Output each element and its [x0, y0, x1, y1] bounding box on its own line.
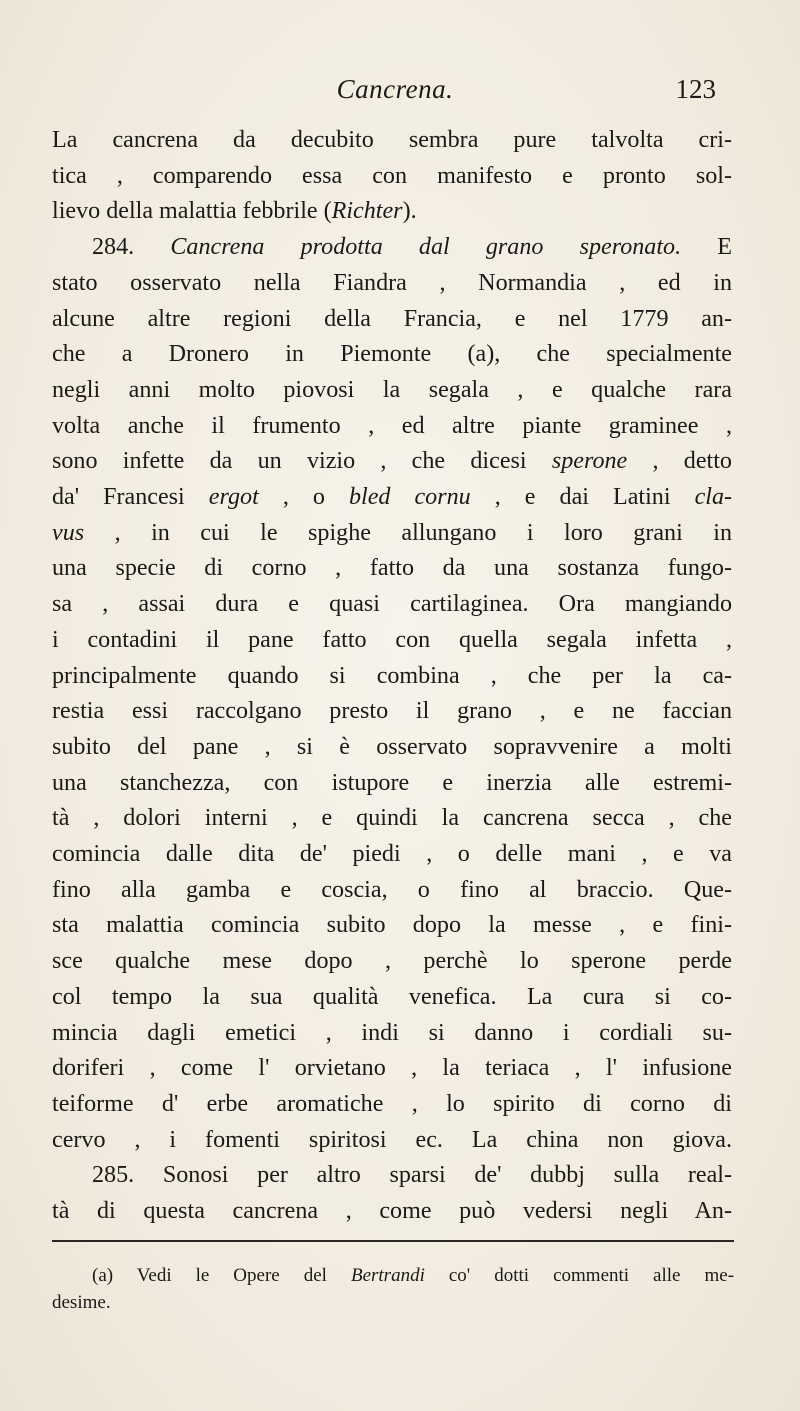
text-fragment: sono infette da un vizio , che dicesi: [52, 448, 527, 475]
term-ergot: ergot: [208, 484, 259, 511]
text-fragment: E: [717, 234, 732, 261]
section-title: Cancrena prodotta dal grano speronato.: [170, 234, 682, 261]
text-fragment: co' dotti commenti alle me-: [448, 1265, 735, 1286]
text-line: comincia dalle dita de' piedi , o delle mani , e va: [52, 841, 732, 868]
text-line: mincia dagli emetici , indi si danno i cordiali su-: [52, 1019, 732, 1046]
footnote-line: [52, 1262, 734, 1289]
text-line: fino alla gamba e coscia, o fino al braccio. Que-: [52, 876, 732, 903]
text-line: i contadini il pane fatto con quella segala infetta ,: [52, 626, 732, 653]
citation-richter: Richter: [331, 198, 403, 225]
text-fragment: da' Francesi: [52, 484, 185, 511]
section-number: 285.: [92, 1162, 135, 1189]
term-clavus-end: vus: [52, 519, 85, 546]
text-fragment: , detto: [652, 448, 732, 475]
text-line: La cancrena da decubito sembra pure talvolta cri-: [52, 127, 732, 153]
section-heading-284: [52, 230, 732, 266]
footnote-author: Bertrandi: [350, 1265, 425, 1286]
footnote-divider: [52, 1240, 734, 1242]
text-line: una specie di corno , fatto da una sostanza fungo-: [52, 555, 732, 582]
text-line: volta anche il frumento , ed altre piante graminee ,: [52, 412, 732, 439]
term-sperone: sperone: [551, 448, 628, 475]
footnote: [52, 1262, 734, 1316]
text-line: subito del pane , si è osservato sopravvenire a molti: [52, 733, 732, 760]
text-line: [52, 480, 732, 516]
footnote-line: desime.: [52, 1292, 111, 1313]
section-number: 284.: [92, 234, 135, 261]
text-line: [52, 194, 732, 230]
text-line: tà di questa cancrena , come può vedersi negli An-: [52, 1198, 732, 1225]
running-title: Cancrena.: [336, 74, 454, 104]
text-line: negli anni molto piovosi la segala , e qualche rara: [52, 376, 732, 403]
text-fragment: lievo della malattia febbrile (: [52, 198, 332, 225]
text-line: [52, 516, 732, 552]
text-line: tica , comparendo essa con manifesto e pronto sol-: [52, 162, 732, 189]
text-line: stato osservato nella Fiandra , Normandia , ed in: [52, 269, 732, 296]
text-fragment: , e dai Latini: [494, 484, 671, 511]
text-fragment: ).: [402, 198, 417, 225]
text-line: una stanchezza, con istupore e inerzia alle estremi-: [52, 769, 732, 796]
running-head: [70, 74, 720, 114]
text-line: doriferi , come l' orvietano , la teriaca , l' infusione: [52, 1055, 732, 1082]
text-line: teiforme d' erbe aromatiche , lo spirito di corno di: [52, 1090, 732, 1117]
text-line: tà , dolori interni , e quindi la cancrena secca , che: [52, 805, 732, 832]
text-line: sa , assai dura e quasi cartilaginea. Ora mangiando: [52, 591, 732, 618]
term-bled-cornu: bled cornu: [348, 484, 471, 511]
text-fragment: Sonosi per altro sparsi de' dubbj sulla real-: [162, 1162, 732, 1189]
text-line: cervo , i fomenti spiritosi ec. La china non giova.: [52, 1126, 732, 1153]
text-fragment: Vedi le Opere del: [136, 1265, 327, 1286]
text-line: che a Dronero in Piemonte (a), che specialmente: [52, 341, 732, 368]
term-clavus-start: cla-: [694, 484, 733, 511]
text-line: col tempo la sua qualità venefica. La cura si co-: [52, 983, 732, 1010]
footnote-marker: (a): [92, 1265, 114, 1286]
text-line: restia essi raccolgano presto il grano , e ne faccian: [52, 698, 732, 725]
text-line: alcune altre regioni della Francia, e nel 1779 an-: [52, 305, 732, 332]
text-line: sce qualche mese dopo , perchè lo sperone perde: [52, 948, 732, 975]
text-fragment: , o: [282, 484, 325, 511]
page-number: 123: [675, 74, 716, 104]
body-text: [52, 123, 732, 1230]
text-line: principalmente quando si combina , che per la ca-: [52, 662, 732, 689]
text-fragment: , in cui le spighe allungano i loro grani in: [114, 519, 732, 546]
section-heading-285: [52, 1158, 732, 1194]
text-line: sta malattia comincia subito dopo la messe , e fini-: [52, 912, 732, 939]
text-line: [52, 444, 732, 480]
